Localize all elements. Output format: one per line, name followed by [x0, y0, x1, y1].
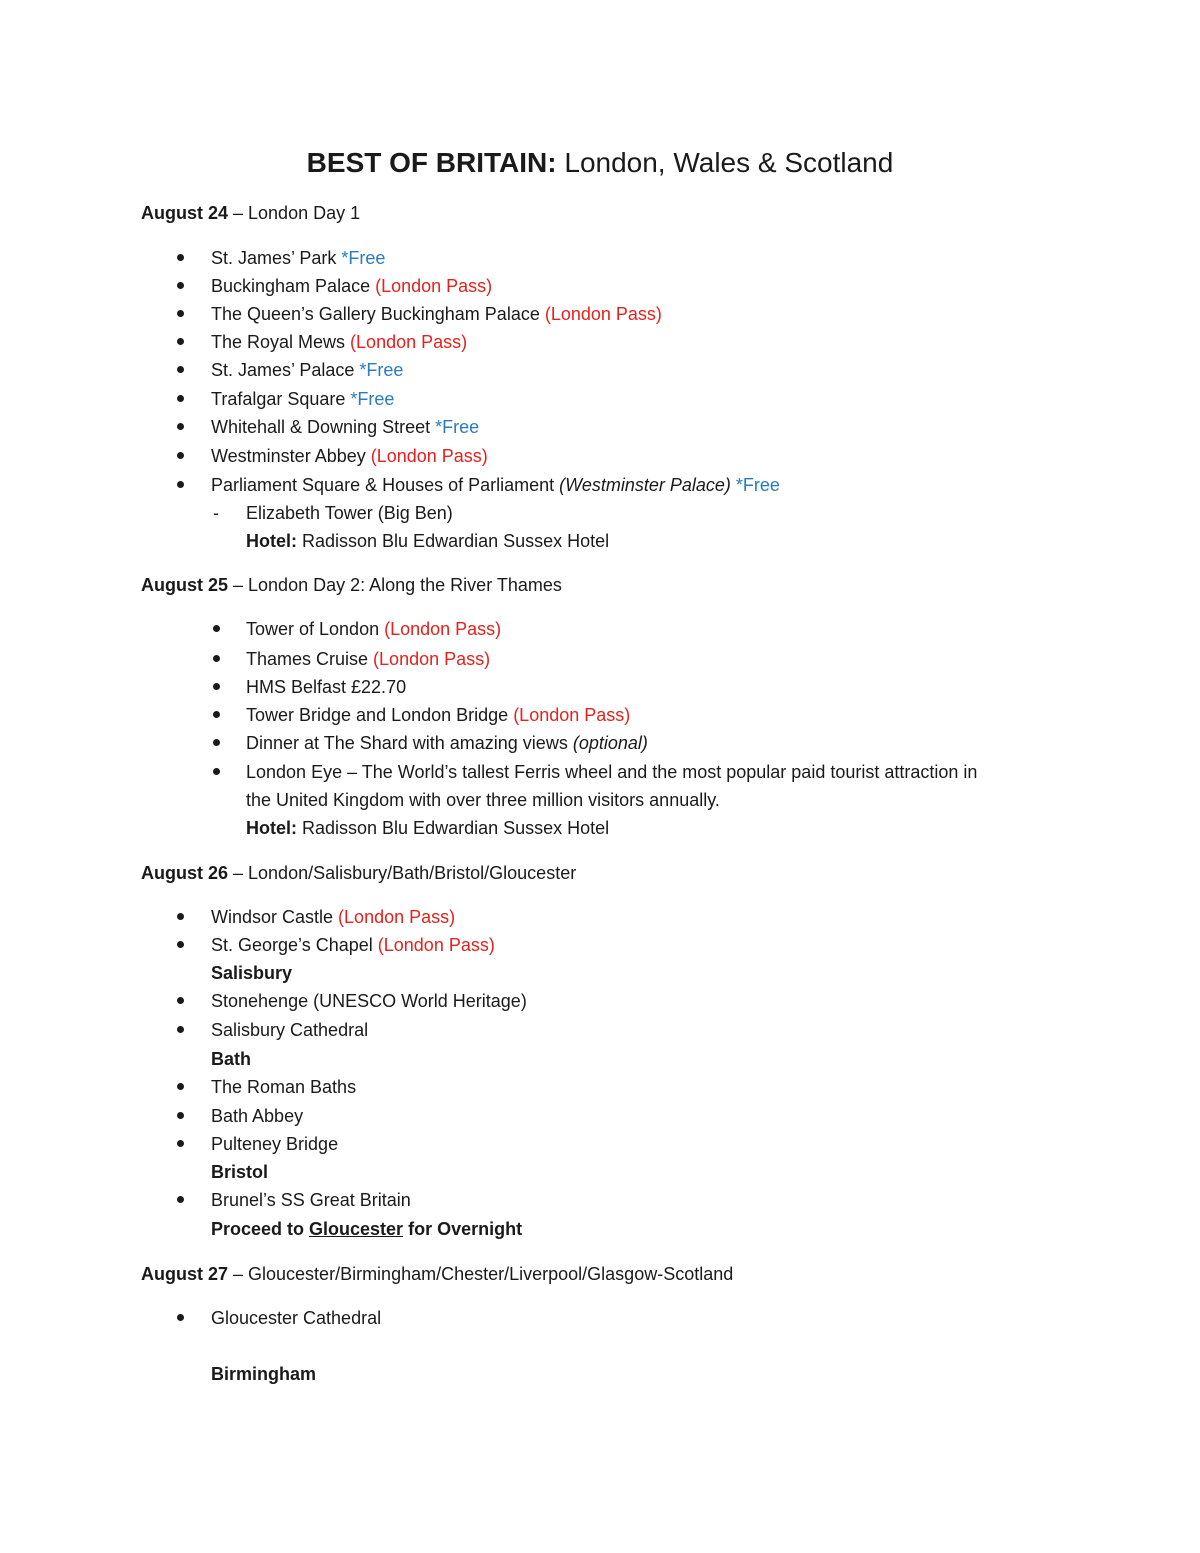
list-item: London Eye – The World’s tallest Ferris wheel and the most popular paid tourist attraction in	[246, 762, 978, 782]
list-item: Brunel’s SS Great Britain	[211, 1190, 411, 1210]
city-heading: Bath	[211, 1049, 251, 1069]
list-item: Pulteney Bridge	[211, 1134, 339, 1154]
sub-item: Elizabeth Tower (Big Ben)	[246, 503, 453, 523]
list-item: Dinner at The Shard with amazing views (optional)	[246, 733, 648, 753]
list-item: Salisbury Cathedral	[211, 1020, 369, 1040]
list-item: The Royal Mews (London Pass)	[211, 332, 468, 352]
bullet-icon	[177, 423, 184, 430]
bullet-icon	[177, 913, 184, 920]
list-item: Tower of London (London Pass)	[246, 619, 502, 639]
list-item-continuation: the United Kingdom with over three million visitors annually.	[246, 790, 720, 810]
bullet-icon	[177, 1196, 184, 1203]
bullet-icon	[213, 768, 220, 775]
list-item: St. George’s Chapel (London Pass)	[211, 935, 495, 955]
list-item: St. James’ Park *Free	[211, 248, 386, 268]
bullet-icon	[177, 481, 184, 488]
bullet-icon	[177, 395, 184, 402]
bullet-icon	[177, 366, 184, 373]
list-item: Windsor Castle (London Pass)	[211, 907, 456, 927]
day-heading: August 27 – Gloucester/Birmingham/Chester/Liverpool/Glasgow-Scotland	[141, 1264, 734, 1284]
bullet-icon	[177, 1083, 184, 1090]
bullet-icon	[177, 282, 184, 289]
day-heading: August 24 – London Day 1	[141, 203, 361, 223]
dash-marker: -	[213, 503, 219, 523]
list-item: Gloucester Cathedral	[211, 1308, 382, 1328]
list-item: St. James’ Palace *Free	[211, 360, 404, 380]
bullet-icon	[177, 452, 184, 459]
bullet-icon	[213, 625, 220, 632]
bullet-icon	[177, 1140, 184, 1147]
bullet-icon	[177, 1112, 184, 1119]
list-item: Bath Abbey	[211, 1106, 304, 1126]
bullet-icon	[177, 254, 184, 261]
day-heading: August 26 – London/Salisbury/Bath/Bristol/Gloucester	[141, 863, 577, 883]
bullet-icon	[177, 310, 184, 317]
bullet-icon	[177, 941, 184, 948]
list-item: Westminster Abbey (London Pass)	[211, 446, 488, 466]
overnight-note: Proceed to Gloucester for Overnight	[211, 1219, 523, 1239]
list-item: Buckingham Palace (London Pass)	[211, 276, 493, 296]
city-heading: Bristol	[211, 1162, 269, 1182]
bullet-icon	[177, 1314, 184, 1321]
hotel-line: Hotel: Radisson Blu Edwardian Sussex Hotel	[246, 818, 610, 838]
list-item: HMS Belfast £22.70	[246, 677, 407, 697]
list-item: Parliament Square & Houses of Parliament (Westminster Palace) *Free	[211, 475, 780, 495]
bullet-icon	[213, 739, 220, 746]
bullet-icon	[177, 338, 184, 345]
hotel-line: Hotel: Radisson Blu Edwardian Sussex Hotel	[246, 531, 610, 551]
list-item: Thames Cruise (London Pass)	[246, 649, 491, 669]
bullet-icon	[213, 711, 220, 718]
list-item: Stonehenge (UNESCO World Heritage)	[211, 991, 527, 1011]
list-item: Tower Bridge and London Bridge (London Pass)	[246, 705, 631, 725]
list-item: The Queen’s Gallery Buckingham Palace (London Pass)	[211, 304, 662, 324]
bullet-icon	[213, 683, 220, 690]
bullet-icon	[177, 997, 184, 1004]
city-heading: Salisbury	[211, 963, 293, 983]
day-heading: August 25 – London Day 2: Along the River Thames	[141, 575, 562, 595]
bullet-icon	[213, 655, 220, 662]
list-item: Trafalgar Square *Free	[211, 389, 395, 409]
list-item: Whitehall & Downing Street *Free	[211, 417, 480, 437]
bullet-icon	[177, 1026, 184, 1033]
page-title: BEST OF BRITAIN: London, Wales & Scotland	[306, 147, 894, 178]
list-item: The Roman Baths	[211, 1077, 357, 1097]
city-heading: Birmingham	[211, 1364, 317, 1384]
